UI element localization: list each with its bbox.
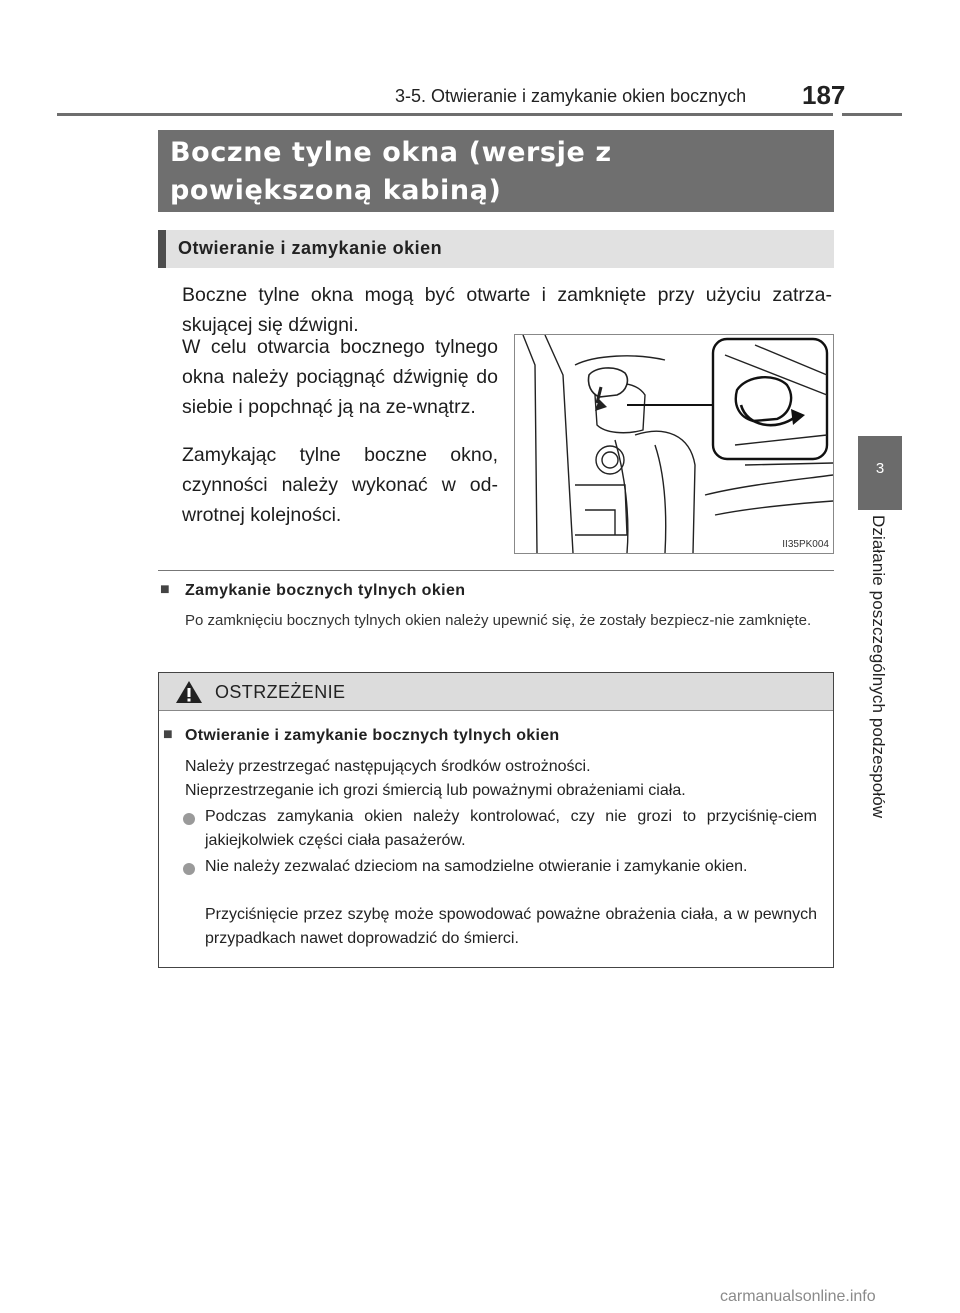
subheading: Otwieranie i zamykanie okien <box>178 238 443 258</box>
page-number: 187 <box>802 80 846 110</box>
opening-instructions: W celu otwarcia bocznego tylnego okna należy pociągnąć dźwignię do siebie i popchnąć ją na ze-wnątrz. <box>182 336 498 418</box>
window-lever-illustration <box>514 334 834 554</box>
square-bullet-icon: ■ <box>160 581 170 598</box>
watermark: carmanualsonline.info <box>720 1288 876 1305</box>
note-text: Po zamknięciu bocznych tylnych okien należy upewnić się, że zostały bezpiecz-nie zamknięte. <box>185 612 812 629</box>
section-divider <box>158 570 834 571</box>
section-side-label: Działanie poszczególnych podzespołów <box>869 515 888 819</box>
warning-header <box>159 673 833 711</box>
subheading-bar <box>158 230 834 268</box>
warning-intro-line2: Nieprzestrzeganie ich grozi śmiercią lub poważnymi obrażeniami ciała. <box>185 782 686 799</box>
side-rule <box>842 113 902 116</box>
closing-instructions: Zamykając tylne boczne okno, czynności należy wykonać w od-wrotnej kolejności. <box>182 444 498 526</box>
cabin-interior-drawing <box>515 335 833 553</box>
warning-box <box>158 672 834 968</box>
warning-item-2-line1: Nie należy zezwalać dzieciom na samodzielne otwieranie i zamykanie okien. <box>205 858 748 875</box>
warning-title: Otwieranie i zamykanie bocznych tylnych okien <box>185 727 560 744</box>
warning-intro-line1: Należy przestrzegać następujących środków ostrożności. <box>185 758 591 775</box>
square-bullet-icon: ■ <box>163 726 173 743</box>
figure-code: II35PK004 <box>782 539 829 550</box>
circle-bullet-icon <box>183 863 195 875</box>
section-tab <box>858 436 902 510</box>
circle-bullet-icon <box>183 813 195 825</box>
running-header: 3-5. Otwieranie i zamykanie okien bocznych <box>395 86 747 106</box>
section-tab-number: 3 <box>875 460 885 477</box>
intro-paragraph: Boczne tylne okna mogą być otwarte i zamknięte przy użyciu zatrza-skującej się dźwigni. <box>182 284 832 336</box>
header-rule <box>57 113 833 116</box>
warning-item-2-line2: Przyciśnięcie przez szybę może spowodować poważne obrażenia ciała, a w pewnych przypadkach nawet doprowadzić do śmierci. <box>205 906 817 947</box>
warning-label: OSTRZEŻENIE <box>215 682 346 702</box>
main-heading: Boczne tylne okna (wersje z powiększoną kabiną) <box>158 130 834 212</box>
warning-triangle-icon <box>175 680 203 704</box>
warning-item-1: Podczas zamykania okien należy kontrolować, czy nie grozi to przyciśnię-ciem jakiejkolwiek części ciała pasażerów. <box>205 808 817 849</box>
note-title: Zamykanie bocznych tylnych okien <box>185 582 466 599</box>
